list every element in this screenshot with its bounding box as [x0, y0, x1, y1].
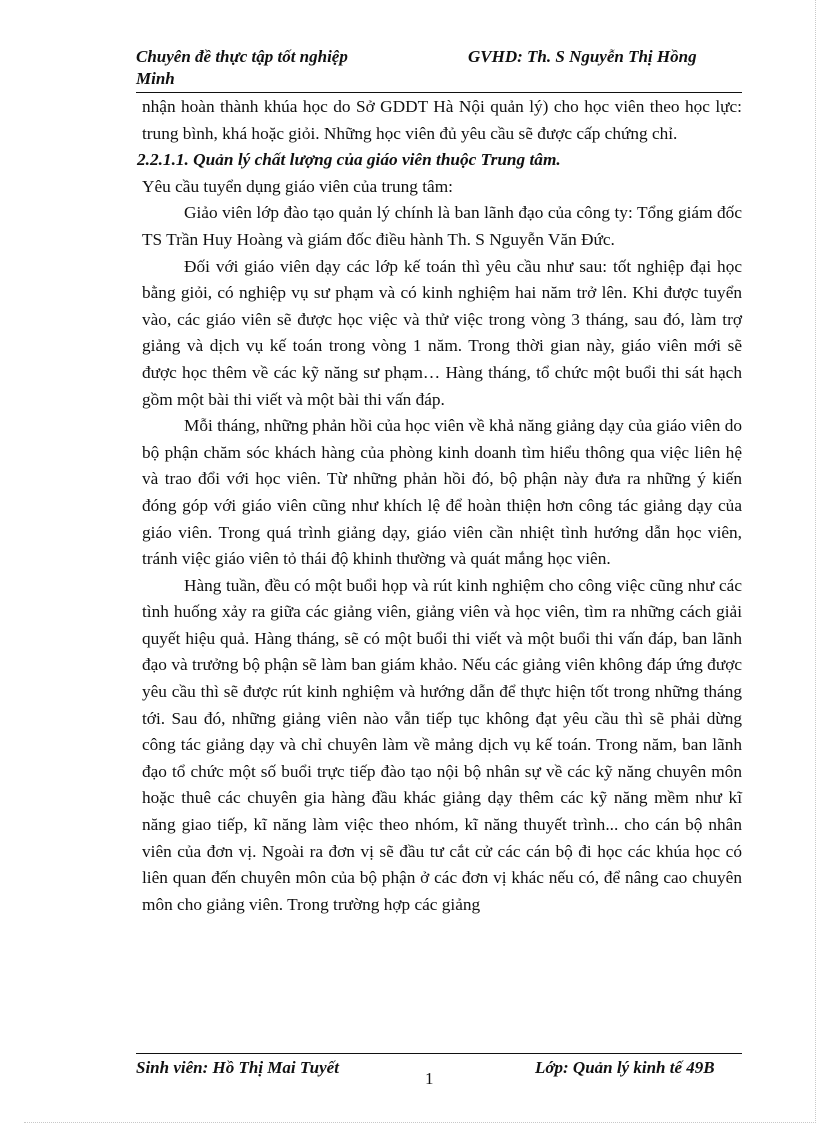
footer-divider: [136, 1053, 742, 1054]
paragraph-accounting-teachers: Đối với giáo viên dạy các lớp kế toán thì yêu cầu như sau: tốt nghiệp đại học bằng giỏi, có nghiệp vụ sư phạm và có kinh nghiệm hai năm trở lên. Khi được tuyển vào, các giáo viên sẽ được học việc và thử việc trong vòng 3 tháng, sau đó, làm trợ giảng và dịch vụ kế toán trong vòng 1 năm. Trong thời gian này, giáo viên mới sẽ được học thêm về các kỹ năng sư phạm… Hàng tháng, tổ chức một buổi thi sát hạch gồm một bài thi viết và một bài thi vấn đáp.: [142, 256, 742, 409]
section-heading: 2.2.1.1. Quản lý chất lượng của giáo viên thuộc Trung tâm.: [137, 150, 561, 170]
footer-student-name: Sinh viên: Hồ Thị Mai Tuyết: [136, 1058, 339, 1077]
header-divider: [136, 92, 742, 93]
paragraph-continued: nhận hoàn thành khúa học do Sở GDDT Hà Nội quản lý) cho học viên theo học lực: trung bình, khá hoặc giỏi. Những học viên đủ yêu cầu sẽ được cấp chứng chỉ.: [142, 97, 742, 143]
page-number: 1: [425, 1069, 434, 1088]
paragraph-weekly-meetings: Hàng tuần, đều có một buổi họp và rút kinh nghiệm cho công việc cũng như các tình huống xảy ra giữa các giảng viên, giảng viên và học viên, tìm ra những cách giải quyết hiệu quả. Hàng tháng, sẽ có một buổi thi viết và một buổi thi vấn đáp, ban lãnh đạo và trưởng bộ phận sẽ làm ban giám khảo. Nếu các giảng viên không đáp ứng được yêu cầu thì sẽ được rút kinh nghiệm và hướng dẫn để thực hiện tốt trong những tháng tới. Sau đó, những giảng viên nào vẫn tiếp tục không đạt yêu cầu thì sẽ phải dừng công tác giảng dạy và chỉ chuyên làm về mảng dịch vụ kế toán. Trong năm, ban lãnh đạo tổ chức một số buổi trực tiếp đào tạo nội bộ nhân sự về các kỹ năng chuyên môn hoặc thuê các chuyên gia hàng đầu khác giảng dạy thêm các kỹ năng mềm như kĩ năng giao tiếp, kĩ năng làm việc theo nhóm, kĩ năng thuyết trình... cho cán bộ nhân viên của đơn vị. Ngoài ra đơn vị sẽ đầu tư cắt cử các cán bộ đi học các khúa học có liên quan đến chuyên môn của bộ phận ở các đơn vị khác nếu có, để nâng cao chuyên môn cho giảng viên. Trong trường hợp các giảng: [142, 575, 742, 914]
footer-class-name: Lớp: Quản lý kinh tế 49B: [535, 1058, 715, 1077]
paragraph-student-feedback: Mỗi tháng, những phản hồi của học viên về khả năng giảng dạy của giáo viên do bộ phận chăm sóc khách hàng của phòng kinh doanh tìm hiểu thông qua việc liên hệ và trao đổi với học viên. Từ những phản hồi đó, bộ phận này đưa ra những ý kiến đóng góp với giáo viên cũng như khích lệ để hoàn thiện hơn công tác giảng dạy của giáo viên. Trong quá trình giảng dạy, giáo viên cần nhiệt tình hướng dẫn học viên, tránh việc giáo viên tỏ thái độ khinh thường và quát mắng học viên.: [142, 416, 742, 569]
header-supervisor: GVHD: Th. S Nguyễn Thị Hồng: [468, 47, 697, 66]
document-body: [137, 94, 742, 918]
paragraph-intro: Yêu cầu tuyển dụng giáo viên của trung tâm:: [142, 176, 453, 196]
header-report-title: Chuyên đề thực tập tốt nghiệp: [136, 47, 348, 66]
paragraph-management-teachers: Giảo viên lớp đào tạo quản lý chính là ban lãnh đạo của công ty: Tổng giám đốc TS Trần Huy Hoàng và giám đốc điều hành Th. S Nguyễn Văn Đức.: [142, 203, 742, 249]
header-report-title-continued: Minh: [136, 69, 175, 88]
